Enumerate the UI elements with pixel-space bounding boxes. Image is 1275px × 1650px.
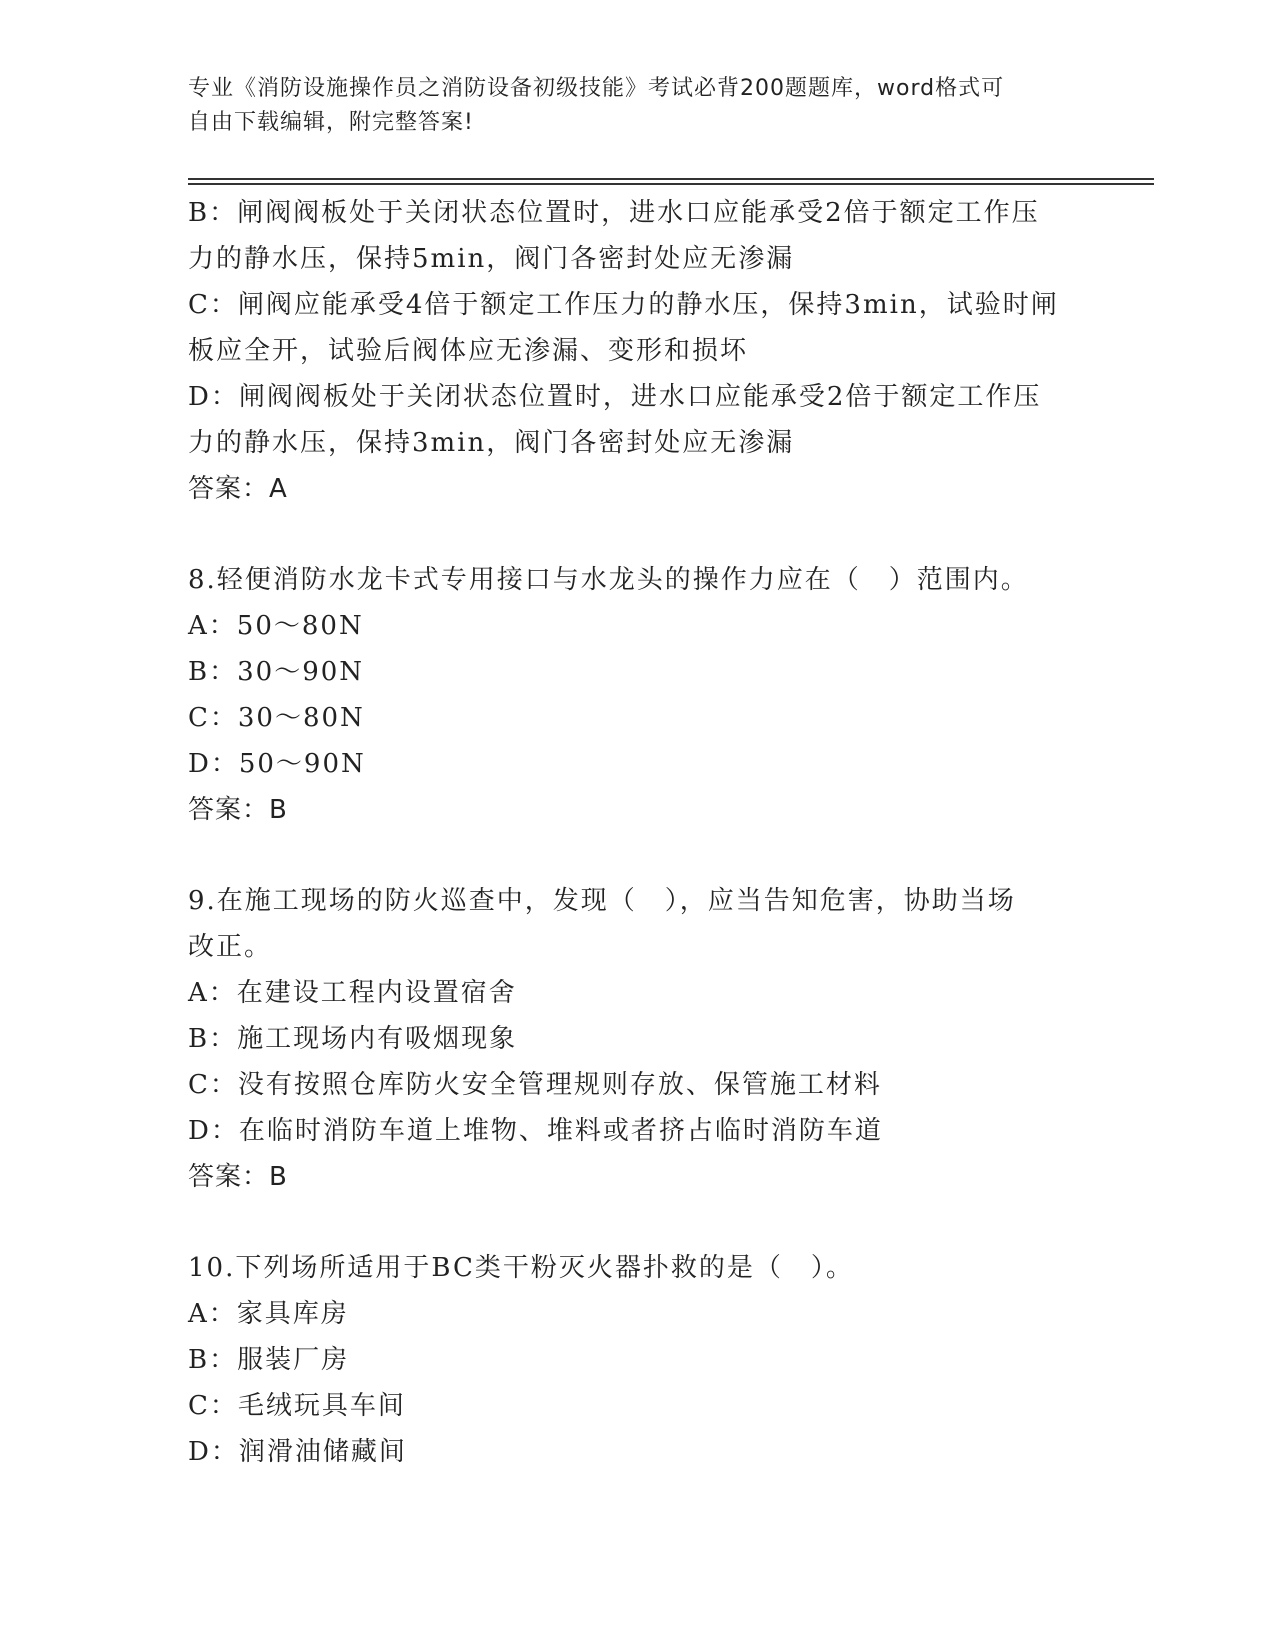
header-line-1: 专业《消防设施操作员之消防设备初级技能》考试必背200题题库，word格式可 — [188, 76, 1005, 101]
header-divider-bottom — [188, 183, 1154, 185]
q8-option-a: A：50～80N — [188, 611, 364, 641]
q10-option-c: C：毛绒玩具车间 — [188, 1391, 406, 1421]
q8-option-b: B：30～90N — [188, 657, 365, 687]
q8-question: 8.轻便消防水龙卡式专用接口与水龙头的操作力应在（ ）范围内。 — [188, 565, 1029, 595]
q9-question-line-1: 9.在施工现场的防火巡查中，发现（ ），应当告知危害，协助当场 — [188, 886, 1016, 916]
spacer — [188, 512, 1088, 557]
q7-option-d-line-2: 力的静水压，保持3min，阀门各密封处应无渗漏 — [188, 428, 795, 458]
q7-option-b-line-2: 力的静水压，保持5min，阀门各密封处应无渗漏 — [188, 244, 795, 274]
question-10-block — [188, 1245, 1088, 1475]
q8-option-c: C：30～80N — [188, 703, 365, 733]
q9-option-b: B：施工现场内有吸烟现象 — [188, 1024, 518, 1054]
spacer — [188, 1200, 1088, 1245]
q7-option-c-line-1: C：闸阀应能承受4倍于额定工作压力的静水压，保持3min，试验时闸 — [188, 290, 1059, 320]
q7-option-b-line-1: B：闸阀阀板处于关闭状态位置时，进水口应能承受2倍于额定工作压 — [188, 198, 1040, 228]
q9-option-d: D：在临时消防车道上堆物、堆料或者挤占临时消防车道 — [188, 1116, 883, 1146]
header-line-2: 自由下载编辑，附完整答案! — [188, 110, 474, 135]
spacer — [188, 833, 1088, 878]
q8-option-d: D：50～90N — [188, 749, 366, 779]
q10-question: 10.下列场所适用于BC类干粉灭火器扑救的是（ ）。 — [188, 1253, 854, 1283]
q7-answer: 答案：A — [188, 474, 288, 504]
header-divider-top — [188, 178, 1154, 180]
question-9-block — [188, 878, 1088, 1200]
q9-question-line-2: 改正。 — [188, 932, 273, 962]
document-body — [188, 190, 1088, 1475]
q10-option-a: A：家具库房 — [188, 1299, 349, 1329]
q7-option-c-line-2: 板应全开，试验后阀体应无渗漏、变形和损坏 — [188, 336, 749, 366]
question-8-block — [188, 557, 1088, 833]
q9-option-c: C：没有按照仓库防火安全管理规则存放、保管施工材料 — [188, 1070, 882, 1100]
q10-option-d: D：润滑油储藏间 — [188, 1437, 407, 1467]
q7-option-d-line-1: D：闸阀阀板处于关闭状态位置时，进水口应能承受2倍于额定工作压 — [188, 382, 1042, 412]
q9-answer: 答案：B — [188, 1162, 288, 1192]
document-header — [188, 72, 1068, 140]
question-7-block — [188, 190, 1088, 512]
q10-option-b: B：服装厂房 — [188, 1345, 350, 1375]
q9-option-a: A：在建设工程内设置宿舍 — [188, 978, 517, 1008]
q8-answer: 答案：B — [188, 795, 288, 825]
